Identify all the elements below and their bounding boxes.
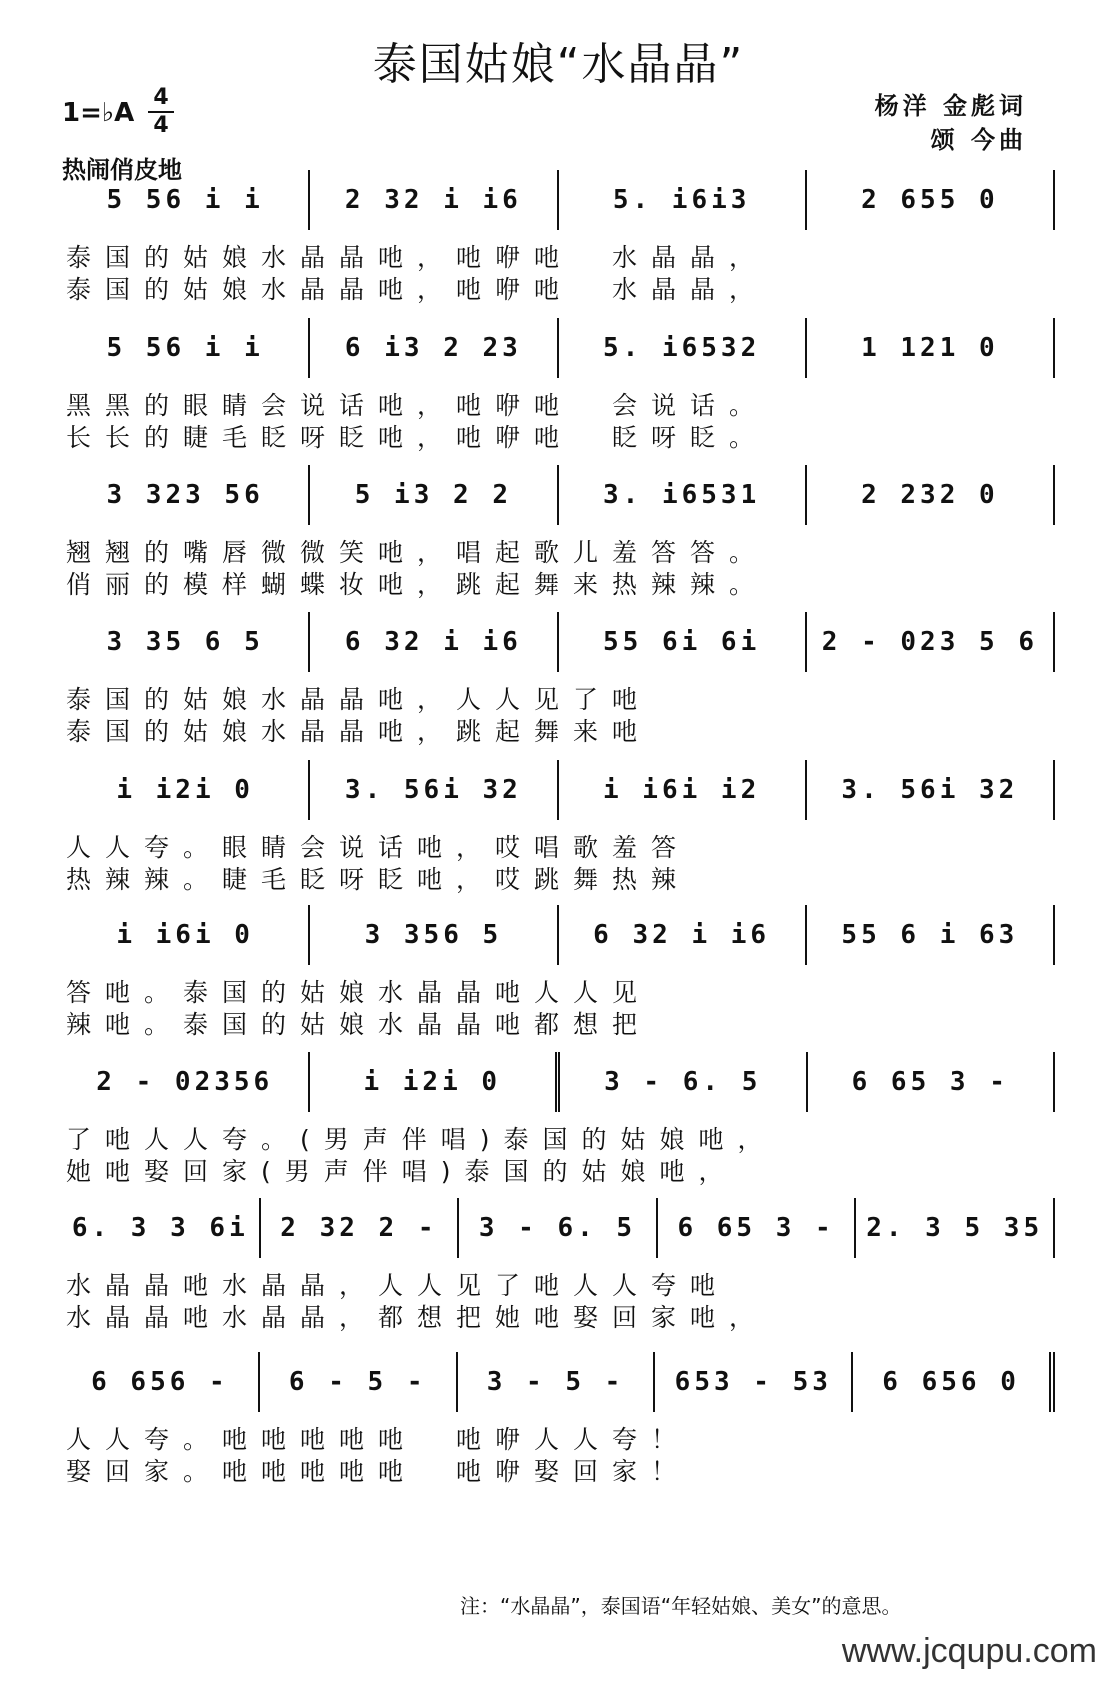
measure: 5 56 i i	[62, 170, 310, 230]
footnote: 注：“水晶晶”，泰国语“年轻姑娘、美女”的意思。	[460, 1594, 902, 1618]
measure: 3 - 6. 5	[560, 1052, 808, 1112]
score-row	[0, 905, 1117, 1055]
measure: 3. 56i 32	[807, 760, 1055, 820]
song-title: 泰国姑娘“水晶晶”	[372, 39, 745, 90]
lyricist-credit: 杨洋 金彪词	[874, 92, 1027, 120]
measure: 2 - 02356	[62, 1052, 310, 1112]
measure: 3 - 6. 5	[459, 1198, 658, 1258]
measure: 3. 56i 32	[310, 760, 558, 820]
lyric-line: 泰国的姑娘水晶晶吔，吔咿吔 水晶晶，	[66, 275, 769, 304]
watermark: www.jcqupu.com	[841, 1632, 1097, 1670]
time-signature	[148, 86, 174, 138]
measure: 653 - 53	[655, 1352, 853, 1412]
meter-top: 4	[153, 85, 169, 110]
notation-line	[62, 170, 1055, 230]
score-row	[0, 1052, 1117, 1202]
lyric-line: 了吔人人夸。(男声伴唱)泰国的姑娘吔，	[66, 1125, 777, 1154]
measure: 5. i6532	[559, 318, 807, 378]
measure: i i6i 0	[62, 905, 310, 965]
notation-line	[62, 465, 1055, 525]
measure: 6 65 3 -	[808, 1052, 1056, 1112]
measure: 5 i3 2 2	[310, 465, 558, 525]
lyric-line: 水晶晶吔水晶晶，都想把她吔娶回家吔，	[66, 1303, 769, 1332]
lyric-line: 俏丽的模样蝴蝶妆吔，跳起舞来热辣辣。	[66, 570, 769, 599]
measure: 2. 3 5 35	[856, 1198, 1055, 1258]
score-row	[0, 465, 1117, 615]
measure: 6 32 i i6	[310, 612, 558, 672]
measure: 2 32 i i6	[310, 170, 558, 230]
notation-line	[62, 760, 1055, 820]
lyric-line: 水晶晶吔水晶晶，人人见了吔人人夸吔	[66, 1271, 730, 1300]
notation-line	[62, 318, 1055, 378]
measure: 3 - 5 -	[458, 1352, 656, 1412]
lyric-line: 黑黑的眼睛会说话吔，吔咿吔 会说话。	[66, 391, 769, 420]
lyric-line: 泰国的姑娘水晶晶吔，人人见了吔	[66, 685, 652, 714]
measure: 1 121 0	[807, 318, 1055, 378]
lyric-line: 答吔。泰国的姑娘水晶晶吔人人见	[66, 978, 652, 1007]
lyric-line: 人人夸。眼睛会说话吔，哎唱歌羞答	[66, 833, 691, 862]
measure: 6 - 5 -	[260, 1352, 458, 1412]
measure: 5 56 i i	[62, 318, 310, 378]
measure: 2 - 023 5 6	[807, 612, 1055, 672]
measure: 6 i3 2 23	[310, 318, 558, 378]
notation-line	[62, 612, 1055, 672]
measure: 6 656 0	[853, 1352, 1055, 1412]
tempo-marking: 热闹俏皮地	[62, 156, 182, 184]
lyric-line: 热辣辣。睫毛眨呀眨吔，哎跳舞热辣	[66, 865, 691, 894]
measure: 6 656 -	[62, 1352, 260, 1412]
measure: 55 6 i 63	[807, 905, 1055, 965]
lyric-line: 她吔娶回家(男声伴唱)泰国的姑娘吔，	[66, 1157, 738, 1186]
lyric-line: 泰国的姑娘水晶晶吔，跳起舞来吔	[66, 717, 652, 746]
lyric-line: 娶回家。吔吔吔吔吔 吔咿娶回家！	[66, 1457, 691, 1486]
score-row	[0, 1198, 1117, 1348]
notation-line	[62, 1198, 1055, 1258]
measure: 2 32 2 -	[261, 1198, 460, 1258]
lyric-line: 翘翘的嘴唇微微笑吔，唱起歌儿羞答答。	[66, 538, 769, 567]
measure: 3 35 6 5	[62, 612, 310, 672]
measure: 2 232 0	[807, 465, 1055, 525]
measure: i i2i 0	[310, 1052, 561, 1112]
measure: 6. 3 3 6i	[62, 1198, 261, 1258]
notation-line	[62, 1352, 1055, 1412]
measure: 3. i6531	[559, 465, 807, 525]
measure: 6 32 i i6	[559, 905, 807, 965]
score-row	[0, 760, 1117, 910]
measure: 3 323 56	[62, 465, 310, 525]
measure: i i2i 0	[62, 760, 310, 820]
score-row	[0, 170, 1117, 320]
measure: 5. i6i3	[559, 170, 807, 230]
score-row	[0, 1352, 1117, 1502]
composer-credit: 颂 今曲	[930, 126, 1027, 154]
measure: 3 356 5	[310, 905, 558, 965]
measure: 55 6i 6i	[559, 612, 807, 672]
notation-line	[62, 1052, 1055, 1112]
score-row	[0, 318, 1117, 468]
key-signature: 1=♭A	[62, 98, 135, 128]
measure: 2 655 0	[807, 170, 1055, 230]
score-row	[0, 612, 1117, 762]
lyric-line: 长长的睫毛眨呀眨吔，吔咿吔 眨呀眨。	[66, 423, 769, 452]
lyric-line: 泰国的姑娘水晶晶吔，吔咿吔 水晶晶，	[66, 243, 769, 272]
measure: 6 65 3 -	[658, 1198, 857, 1258]
measure: i i6i i2	[559, 760, 807, 820]
lyric-line: 辣吔。泰国的姑娘水晶晶吔都想把	[66, 1010, 652, 1039]
meter-bottom: 4	[153, 113, 169, 138]
lyric-line: 人人夸。吔吔吔吔吔 吔咿人人夸！	[66, 1425, 691, 1454]
notation-line	[62, 905, 1055, 965]
